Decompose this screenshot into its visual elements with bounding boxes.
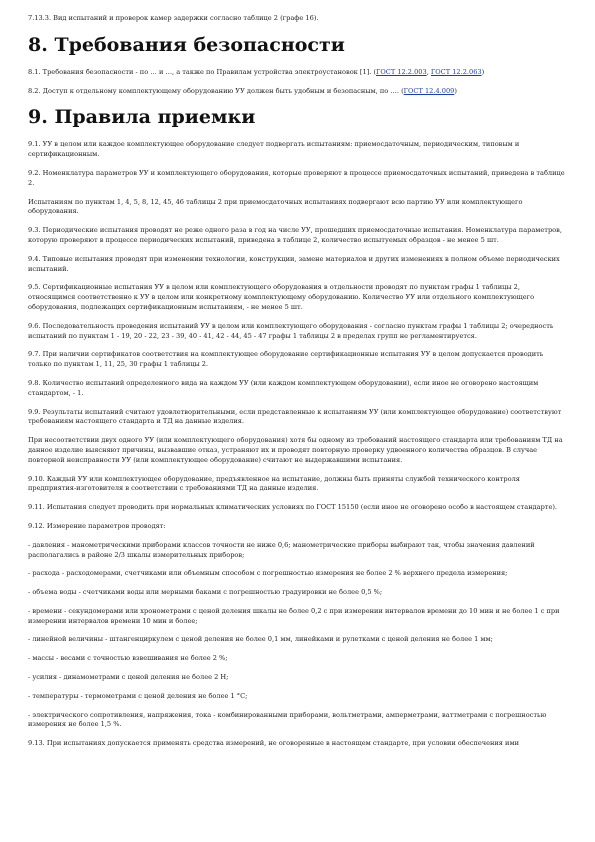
s9-paragraph: - массы - весами с точностью взвешивания не более 2 %; xyxy=(28,654,228,663)
s9-paragraph: 9.8. Количество испытаний определенного вида на каждом УУ (или каждом комплектующем оборудовании), если иное не оговорено настоящим стандартом, - 1. xyxy=(28,378,539,397)
section-8-p2-link-wrap: (ГОСТ 12.4.009) xyxy=(401,86,457,95)
s9-paragraph: 9.11. Испытания следует проводить при нормальных климатических условиях по ГОСТ 15150 (если иное не оговорено особо в настоящем стандарте). xyxy=(28,503,558,512)
s9-paragraph: - расхода - расходомерами, счетчиками или объемным способом с погрешностью измерения не более 2 % верхнего предела измерения; xyxy=(28,569,508,578)
top-line: 7.13.3. Вид испытаний и проверок камер задержки согласно таблице 2 (графе 16). xyxy=(28,14,319,22)
s9-paragraph: - электрического сопротивления, напряжения, тока - комбинированными приборами, вольтметрами, амперметрами, ваттметрами с погрешностью измерения не более 1,5 %. xyxy=(28,710,547,729)
s9-paragraph: 9.1. УУ в целом или каждое комплектующее оборудование следует подвергать испытаниям: приемосдаточным, периодическим, типовым и сертификационным. xyxy=(28,140,520,159)
s9-paragraph: 9.5. Сертификационные испытания УУ в целом или комплектующего оборудования в отдельности проводят по пунктам графы 1 таблицы 2, относящимся соответственно к УУ в целом или конкретному комплектующему оборудованию. Количество УУ или отдельного комплектующего оборудования, подлежащих сертификационным испытаниям, - не менее 5 шт. xyxy=(28,283,535,311)
s9-paragraph: - давления - манометрическими приборами классов точности не ниже 0,6; манометрические приборы выбирают так, чтобы значения давлений располагались в районе 2/3 шкалы измерительных приборов; xyxy=(28,540,535,559)
s9-paragraph: 9.9. Результаты испытаний считают удовлетворительными, если представленные к испытаниям УУ (или комплектующее оборудование) соответствуют требованиям настоящего стандарта и ТД на данные изделия. xyxy=(28,407,562,426)
s9-paragraph: 9.4. Типовые испытания проводят при изменении технологии, конструкции, замене материалов и других изменениях в полном объеме периодических испытаний. xyxy=(28,254,560,273)
s9-paragraph: 9.2. Номенклатура параметров УУ и комплектующего оборудования, которые проверяют в процессе приемосдаточных испытаний, приведена в таблице 2. xyxy=(28,168,565,187)
s9-paragraph: 9.13. При испытаниях допускается применять средства измерений, не оговоренные в настоящем стандарте, при условии обеспечения ими xyxy=(28,739,519,748)
s9-paragraph: - объема воды - счетчиками воды или мерными баками с погрешностью градуировки не более 0,5 %; xyxy=(28,588,383,597)
s9-paragraph: - линейной величины - штангенциркулем с ценой деления не более 0,1 мм, линейками и рулетками с ценой деления не более 1 мм; xyxy=(28,635,493,644)
s9-paragraph: 9.10. Каждый УУ или комплектующее оборудование, предъявленное на испытание, должны быть приняты службой технического контроля предприятия-изготовителя в соответствии с требованиями ТД на данные изделия. xyxy=(28,474,520,493)
gost-12-2-003-link[interactable]: ГОСТ 12.2.003 xyxy=(376,67,427,76)
gost-12-2-063-link[interactable]: ГОСТ 12.2.063 xyxy=(430,67,482,76)
section-9-title: 9. Правила приемки xyxy=(28,106,256,129)
section-8-title: 8. Требования безопасности xyxy=(28,33,345,56)
section-8-p1-text: 8.1. Требования безопасности - по … и …, а также по Правилам устройства электроустановок [1]. xyxy=(28,67,372,76)
s9-paragraph: - температуры - термометрами с ценой деления не более 1 °С; xyxy=(28,691,248,700)
s9-paragraph: 9.6. Последовательность проведения испытаний УУ в целом или комплектующего оборудования - согласно пунктам графы 1 таблицы 2; очередность испытаний по пунктам 1 - 19, 20 - 22, 23 - 39, 40 - 41, 42 - 44, 45 - 47 графы 1 таблицы 2 в пределах групп не регламентируется. xyxy=(28,321,554,340)
s9-paragraph: - усилия - динамометрами с ценой деления не более 2 Н; xyxy=(28,673,229,682)
s9-paragraph: 9.3. Периодические испытания проводят не реже одного раза в год на числе УУ, прошедших приемосдаточные испытания. Номенклатура параметров, которую проверяют в процессе периодических испытаний, приведена в таблице 2, количество испытуемых образцов - не менее 5 шт. xyxy=(28,226,562,244)
section-8-p2 xyxy=(28,87,568,97)
s9-paragraph: Испытаниям по пунктам 1, 4, 5, 8, 12, 45, 46 таблицы 2 при приемосдаточных испытаниях подвергают всю партию УУ или комплектующего оборудования. xyxy=(28,197,523,216)
s9-paragraph: - времени - секундомерами или хронометрами с ценой деления шкалы не более 0,2 с при измерении интервалов времени до 10 мин и не более 1 с при измерении интервалов времени 10 мин и более; xyxy=(28,606,560,625)
gost-12-4-009-link[interactable]: ГОСТ 12.4.009 xyxy=(403,86,455,95)
s9-paragraph: При несоответствии двух одного УУ (или комплектующего оборудования) хотя бы одному из требований настоящего стандарта или требованиям ТД на данное изделие выясняют причины, вызвавшие отказ, устраняют их и проводят повторную проверку удвоенного количества образцов. В случае повторной неисправности УУ (или комплектующее оборудование) считают не выдержавшими испытания. xyxy=(28,436,563,464)
section-8-p2-text: 8.2. Доступ к отдельному комплектующему оборудованию УУ должен быть удобным и безопасным, по …. xyxy=(28,86,399,95)
section-8-p1-links: (ГОСТ 12.2.003, ГОСТ 12.2.063) xyxy=(373,67,485,76)
s9-paragraph: 9.7. При наличии сертификатов соответствия на комплектующее оборудование сертификационные испытания УУ в целом допускается проводить только по пунктам 1, 11, 25, 30 графы 1 таблицы 2. xyxy=(28,350,544,369)
section-8-p1 xyxy=(28,68,568,78)
document-content xyxy=(28,14,568,758)
s9-paragraph: 9.12. Измерение параметров проводят: xyxy=(28,521,166,530)
